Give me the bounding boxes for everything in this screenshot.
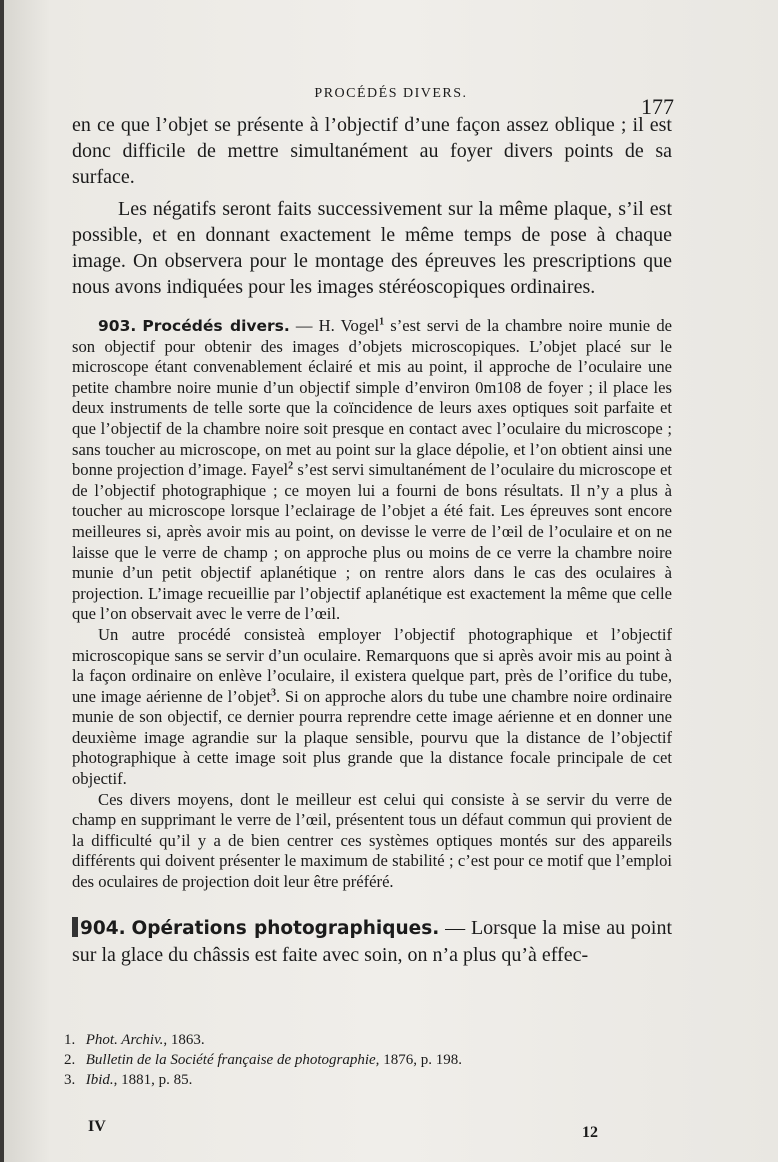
footnote-source: Bulletin de la Société française de photographie, <box>85 1052 380 1068</box>
footnote-number: 2. <box>64 1052 76 1068</box>
section-904-text: — Lorsque la mise au point sur la glace du châssis est faite avec soin, on n’a plus qu’à effec- <box>72 916 673 966</box>
footnote-detail: , 1863. <box>163 1032 205 1048</box>
footnote-source: Ibid. <box>85 1072 114 1088</box>
footnote-ref-3: 3 <box>270 687 276 699</box>
section-903-paragraph-1 <box>72 316 672 625</box>
section-903-paragraph-3: Ces divers moyens, dont le meilleur est celui qui consiste à se servir du verre de champ en supprimant le verre de l’œil, présentent tous un défaut commun qui provient de la difficulté qu’il y a de bien centrer ces systèmes optiques montés sur des appareils différents qui doivent présenter le maximum de stabilité ; c’est pour ce motif que l’emploi des oculaires de projection doit leur être préféré. <box>72 789 672 892</box>
footnote-ref-1: 1 <box>379 316 385 328</box>
footnote-source: Phot. Archiv. <box>85 1032 164 1048</box>
paragraph-continuation: en ce que l’objet se présente à l’objectif d’une façon assez oblique ; il est donc difficile de mettre simultanément au foyer divers points de sa surface. <box>72 114 672 188</box>
section-903-paragraph-2 <box>72 625 672 790</box>
section-904-title: Opérations photographiques. <box>131 917 440 939</box>
signature-mark-left: IV <box>88 1118 106 1135</box>
margin-mark <box>72 917 78 937</box>
section-904-number: 904. <box>80 917 126 939</box>
page-body <box>72 112 672 974</box>
paragraph-negatifs: Les négatifs seront faits successivement sur la même plaque, s’il est possible, et en donnant exactement le même temps de pose à chaque image. On observera pour le montage des épreuves les prescriptions que nous avons indiquées pour les images stéréoscopiques ordinaires. <box>72 198 672 298</box>
section-903-text-c: s’est servi simultanément de l’oculaire du microscope et de l’objectif photographique ; ce moyen lui a fourni de bons résultats. Il n’y a plus à toucher au microscope lorsque l’eclairage de l’objet a été fait. Les épreuves sont encore meilleures si, après avoir mis au point, on devisse le verre de l’œil de l’oculaire et on ne laisse que le verre de champ ; on approche plus ou moins de ce verre la chambre noire munie d’un petit objectif aplanétique ; on rentre alors dans le cas des oculaires à projection. L’image recueillie par l’objectif aplanétique est exactement la même que celle que l’on observait avec le verre de l’œil. <box>72 460 672 624</box>
footnote-number: 3. <box>64 1072 76 1088</box>
book-page <box>4 0 778 1162</box>
section-903-title: Procédés divers. <box>142 317 290 335</box>
signature-mark-right: 12 <box>582 1124 598 1141</box>
footnote-detail: 1876, p. 198. <box>379 1052 462 1068</box>
section-903-p2-text-b: . Si on approche alors du tube une chambre noire ordinaire munie de son objectif, ce dernier pourra reprendre cette image aérienne et en donner une deuxième image agrandie sur la plaque sensible, pourvu que la distance de l’objectif photographique à cette image soit plus grande que la distance focale principale de cet objectif. <box>72 686 673 789</box>
running-head: PROCÉDÉS DIVERS. <box>314 86 468 101</box>
page-number: 177 <box>641 94 674 119</box>
footnotes <box>64 1030 664 1090</box>
section-903-number: 903. <box>98 317 137 335</box>
section-904-paragraph <box>72 915 672 968</box>
footnote-number: 1. <box>64 1032 76 1048</box>
footnote-3 <box>64 1070 664 1090</box>
footnote-1 <box>64 1030 664 1050</box>
section-903-text-a: — H. Vogel <box>289 316 380 335</box>
section-903-text-b: s’est servi de la chambre noire munie de son objectif pour obtenir des images d’objets microscopiques. L’objet placé sur le microscope étant convenablement éclairé et mis au point, il approche de l’oculaire une petite chambre noire munie d’un objectif simple d’environ 0m108 de foyer ; il place les deux instruments de telle sorte que la coïncidence de leurs axes optiques soit parfaite et que l’objectif de la chambre noire soit presque en contact avec l’oculaire du microscope ; sans toucher au microscope, on met au point sur la glace dépolie, et l’on obtient ainsi une bonne projection d’image. Fayel <box>72 316 672 480</box>
footnote-ref-2: 2 <box>288 460 294 472</box>
footnote-detail: , 1881, p. 85. <box>113 1072 193 1088</box>
footnote-2 <box>64 1050 664 1070</box>
section-903-p2-text-a: Un autre procédé consisteà employer l’objectif photographique et l’objectif microscopique sans se servir d’un oculaire. Remarquons que si après avoir mis au point à la façon ordinaire on enlève l’oculaire, il existera quelque part, près de l’orifice du tube, une image aérienne de l’objet <box>72 624 672 706</box>
